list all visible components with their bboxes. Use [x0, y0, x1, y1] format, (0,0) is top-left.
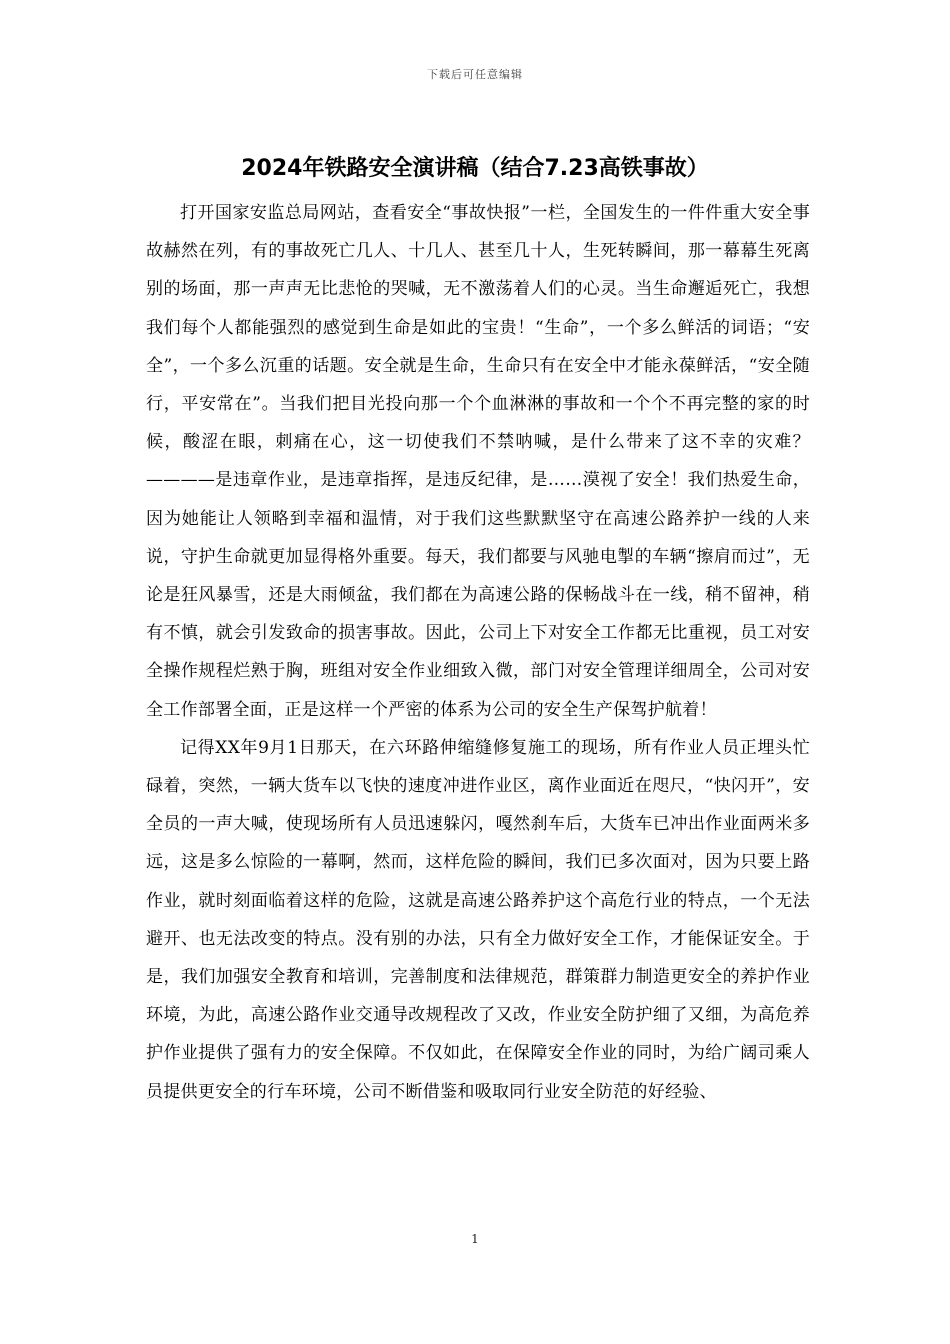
paragraph-2: 记得XX年9月1日那天，在六环路伸缩缝修复施工的现场，所有作业人员正埋头忙碌着，突然，一辆大货车以飞快的速度冲进作业区，离作业面近在咫尺，“快闪开”，安全员的一声大喊，使现场所有人员迅速躲闪，嘎然刹车后，大货车已冲出作业面两米多远，这是多么惊险的一幕啊，然而，这样危险的瞬间，我们已多次面对，因为只要上路作业，就时刻面临着这样的危险，这就是高速公路养护这个高危行业的特点，一个无法避开、也无法改变的特点。没有别的办法，只有全力做好安全工作，才能保证安全。于是，我们加强安全教育和培训，完善制度和法律规范，群策群力制造更安全的养护作业环境，为此，高速公路作业交通导改规程改了又改，作业安全防护细了又细，为高危养护作业提供了强有力的安全保障。不仅如此，在保障安全作业的同时，为给广阔司乘人员提供更安全的行车环境，公司不断借鉴和吸取同行业安全防范的好经验、	[146, 737, 810, 1102]
page-number: 1	[471, 1232, 479, 1246]
document-body	[146, 194, 810, 1111]
paragraph-1: 打开国家安监总局网站，查看安全“事故快报”一栏，全国发生的一件件重大安全事故赫然在列，有的事故死亡几人、十几人、甚至几十人，生死转瞬间，那一幕幕生死离别的场面，那一声声无比悲怆的哭喊，无不激荡着人们的心灵。当生命邂逅死亡，我想我们每个人都能强烈的感觉到生命是如此的宝贵！“生命”，一个多么鲜活的词语；“安全”，一个多么沉重的话题。安全就是生命，生命只有在安全中才能永葆鲜活，“安全随行，平安常在”。当我们把目光投向那一个个血淋淋的事故和一个个不再完整的家的时候，酸涩在眼，刺痛在心，这一切使我们不禁呐喊，是什么带来了这不幸的灾难？————是违章作业，是违章指挥，是违反纪律，是……漠视了安全！我们热爱生命，因为她能让人领略到幸福和温情，对于我们这些默默坚守在高速公路养护一线的人来说，守护生命就更加显得格外重要。每天，我们都要与风驰电掣的车辆“擦肩而过”，无论是狂风暴雪，还是大雨倾盆，我们都在为高速公路的保畅战斗在一线，稍不留神，稍有不慎，就会引发致命的损害事故。因此，公司上下对安全工作都无比重视，员工对安全操作规程烂熟于胸，班组对安全作业细致入微，部门对安全管理详细周全，公司对安全工作部署全面，正是这样一个严密的体系为公司的安全生产保驾护航着！	[146, 203, 810, 720]
document-title: 2024年铁路安全演讲稿（结合7.23高铁事故）	[241, 156, 709, 181]
page-header-note: 下载后可任意编辑	[427, 68, 523, 81]
